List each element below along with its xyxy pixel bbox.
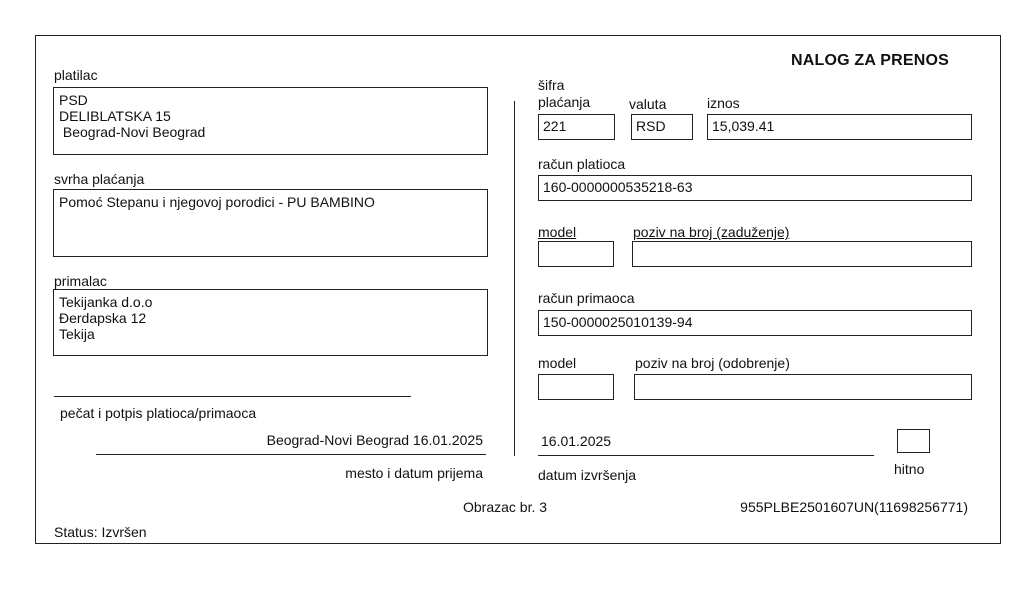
- reception-value: Beograd-Novi Beograd 16.01.2025: [266, 432, 483, 448]
- purpose-box: [53, 189, 488, 257]
- form-title: NALOG ZA PRENOS: [791, 52, 949, 69]
- payer-account-value: 160-0000000535218-63: [543, 179, 693, 195]
- payer-line-1: PSD: [59, 92, 88, 108]
- debit-reference-field[interactable]: [632, 241, 972, 267]
- amount-field[interactable]: [707, 114, 972, 140]
- credit-model-label: model: [538, 355, 577, 371]
- purpose-value: Pomoć Stepanu i njegovoj porodici - PU BAMBINO: [59, 194, 375, 210]
- signature-label: pečat i potpis platioca/primaoca: [60, 405, 257, 421]
- urgent-checkbox[interactable]: [897, 429, 930, 453]
- recipient-label: primalac: [54, 273, 107, 289]
- execution-date-label: datum izvršenja: [538, 467, 637, 483]
- amount-label: iznos: [707, 95, 740, 111]
- payer-line-2: DELIBLATSKA 15: [59, 108, 171, 124]
- urgent-label: hitno: [894, 461, 925, 477]
- debit-reference-label: poziv na broj (zaduženje): [633, 224, 790, 240]
- payment-code-label-2: plaćanja: [538, 94, 591, 110]
- payment-order-form: [35, 35, 1001, 544]
- reception-line: [96, 454, 486, 455]
- recipient-account-value: 150-0000025010139-94: [543, 314, 693, 330]
- recipient-line-3: Tekija: [59, 326, 95, 342]
- payment-code-field[interactable]: [538, 114, 615, 140]
- payer-line-3: Beograd-Novi Beograd: [59, 124, 206, 140]
- payment-code-value: 221: [543, 118, 567, 134]
- execution-date-value: 16.01.2025: [541, 433, 612, 449]
- signature-line: [54, 396, 411, 397]
- debit-model-field[interactable]: [538, 241, 614, 267]
- payer-account-field[interactable]: [538, 175, 972, 201]
- payment-code-label-1: šifra: [538, 77, 565, 93]
- currency-label: valuta: [629, 96, 667, 112]
- form-number: Obrazac br. 3: [463, 499, 548, 515]
- execution-date-line: [538, 455, 874, 456]
- payer-box: [53, 87, 488, 155]
- recipient-account-field[interactable]: [538, 310, 972, 336]
- credit-reference-label: poziv na broj (odobrenje): [635, 355, 790, 371]
- column-divider: [514, 101, 515, 456]
- status-text: Status: Izvršen: [54, 524, 147, 540]
- amount-value: 15,039.41: [712, 118, 775, 134]
- purpose-label: svrha plaćanja: [54, 171, 145, 187]
- currency-value: RSD: [636, 118, 666, 134]
- reception-label: mesto i datum prijema: [345, 465, 483, 481]
- reference-code: 955PLBE2501607UN(11698256771): [740, 499, 968, 515]
- debit-model-label: model: [538, 224, 577, 240]
- currency-field[interactable]: [631, 114, 693, 140]
- recipient-line-1: Tekijanka d.o.o: [59, 294, 153, 310]
- recipient-account-label: račun primaoca: [538, 290, 635, 306]
- payer-label: platilac: [54, 67, 98, 83]
- payer-account-label: račun platioca: [538, 156, 626, 172]
- recipient-box: [53, 289, 488, 356]
- credit-reference-field[interactable]: [634, 374, 972, 400]
- recipient-line-2: Đerdapska 12: [59, 310, 147, 326]
- credit-model-field[interactable]: [538, 374, 614, 400]
